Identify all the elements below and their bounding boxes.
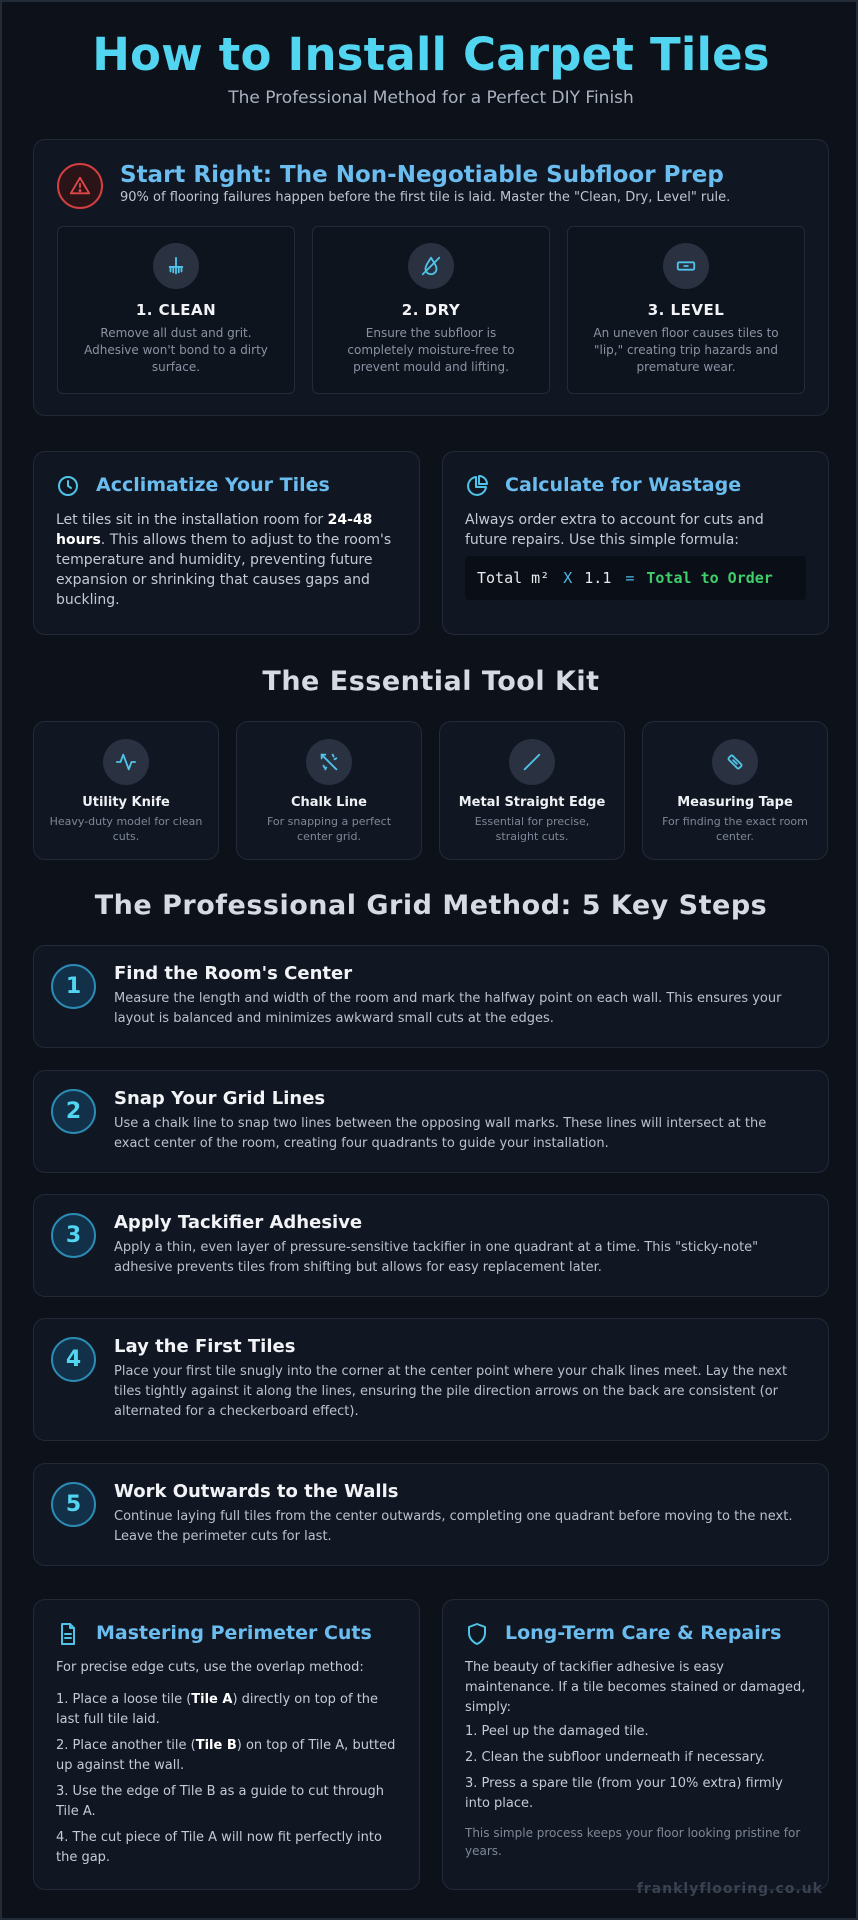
prep-item-title: 3. LEVEL bbox=[647, 301, 725, 319]
step-text: Continue laying full tiles from the center outwards, completing one quadrant before moving to the next. Leave the perimeter cuts for last. bbox=[114, 1509, 793, 1544]
step-title: Find the Room's Center bbox=[114, 963, 353, 984]
formula-equals: = bbox=[625, 569, 635, 587]
acclimatize-text: Let tiles sit in the installation room for 24-48 hours. This allows them to adjust to the room's temperature and humidity, preventing future expansion or shrinking that causes gaps and buckling. bbox=[56, 512, 392, 608]
care-step-3: 3. Press a spare tile (from your 10% extra) firmly into place. bbox=[465, 1776, 783, 1811]
prep-item-clean bbox=[57, 226, 295, 394]
step-text: Measure the length and width of the room and mark the halfway point on each wall. This ensures your layout is balanced and minimizes awkward small cuts at the edges. bbox=[114, 991, 782, 1026]
cuts-title: Mastering Perimeter Cuts bbox=[96, 1622, 372, 1644]
warning-icon bbox=[57, 163, 103, 209]
step-item bbox=[33, 945, 829, 1048]
step-title: Work Outwards to the Walls bbox=[114, 1481, 399, 1502]
tool-name: Chalk Line bbox=[290, 795, 367, 810]
step-text: Apply a thin, even layer of pressure-sensitive tackifier in one quadrant at a time. This "sticky-note" adhesive prevents tiles from shifting but allows for easy replacement later. bbox=[114, 1240, 759, 1275]
tool-desc: For finding the exact room center. bbox=[662, 815, 808, 843]
tool-measuring-tape bbox=[642, 721, 828, 860]
formula-result: Total to Order bbox=[646, 569, 773, 587]
perimeter-cuts-card bbox=[33, 1599, 420, 1890]
prep-item-text: An uneven floor causes tiles to "lip," creating trip hazards and premature wear. bbox=[593, 326, 779, 374]
tape-measure-icon bbox=[712, 739, 758, 785]
cuts-step-2: 2. Place another tile (Tile B) on top of Tile A, butted up against the wall. bbox=[56, 1738, 396, 1773]
prep-description: 90% of flooring failures happen before the first tile is laid. Master the "Clean, Dry, Level" rule. bbox=[120, 190, 731, 205]
prep-item-text: Remove all dust and grit. Adhesive won't bond to a dirty surface. bbox=[84, 326, 268, 374]
tool-chalk-line bbox=[236, 721, 422, 860]
footer-domain: franklyflooring.co.uk bbox=[636, 1881, 823, 1897]
step-number: 5 bbox=[51, 1482, 96, 1527]
tool-utility-knife bbox=[33, 721, 219, 860]
page-subtitle: The Professional Method for a Perfect DIY Finish bbox=[228, 88, 634, 108]
cuts-body bbox=[56, 1658, 397, 1874]
care-title: Long-Term Care & Repairs bbox=[505, 1622, 782, 1644]
toolkit-title: The Essential Tool Kit bbox=[262, 666, 600, 697]
cuts-step-4: 4. The cut piece of Tile A will now fit perfectly into the gap. bbox=[56, 1830, 382, 1865]
ruler-line-icon bbox=[509, 739, 555, 785]
step-title: Snap Your Grid Lines bbox=[114, 1088, 326, 1109]
care-repairs-card bbox=[442, 1599, 829, 1890]
acclimatize-title: Acclimatize Your Tiles bbox=[96, 474, 330, 496]
tool-desc: Essential for precise, straight cuts. bbox=[474, 815, 590, 843]
acclimatize-card bbox=[33, 451, 420, 635]
cuts-step-3: 3. Use the edge of Tile B as a guide to cut through Tile A. bbox=[56, 1784, 384, 1819]
step-item bbox=[33, 1318, 829, 1441]
formula-factor: 1.1 bbox=[584, 569, 612, 587]
pie-chart-icon bbox=[465, 474, 489, 502]
step-text: Use a chalk line to snap two lines between the opposing wall marks. These lines will intersect at the exact center of the room, creating four quadrants to guide your installation. bbox=[114, 1116, 767, 1151]
cuts-step-1: 1. Place a loose tile (Tile A) directly on top of the last full tile laid. bbox=[56, 1692, 379, 1727]
step-item bbox=[33, 1463, 829, 1566]
care-intro: The beauty of tackifier adhesive is easy maintenance. If a tile becomes stained or damaged, simply: bbox=[465, 1660, 806, 1715]
prep-item-text: Ensure the subfloor is completely moisture-free to prevent mould and lifting. bbox=[347, 326, 515, 374]
step-item bbox=[33, 1070, 829, 1173]
tool-desc: Heavy-duty model for clean cuts. bbox=[49, 815, 203, 843]
step-title: Apply Tackifier Adhesive bbox=[114, 1212, 363, 1233]
wastage-card bbox=[442, 451, 829, 635]
care-step-1: 1. Peel up the damaged tile. bbox=[465, 1724, 649, 1739]
acclimatize-duration: 24-48 hours bbox=[56, 512, 373, 548]
clock-icon bbox=[56, 474, 80, 502]
prep-item-title: 2. DRY bbox=[401, 301, 461, 319]
care-body bbox=[465, 1658, 806, 1860]
tool-name: Utility Knife bbox=[82, 795, 170, 810]
prep-title: Start Right: The Non-Negotiable Subfloor Prep bbox=[120, 162, 724, 188]
step-number: 4 bbox=[51, 1337, 96, 1382]
subfloor-prep-card bbox=[33, 139, 829, 416]
clean-icon bbox=[153, 243, 199, 289]
dry-icon bbox=[408, 243, 454, 289]
level-icon bbox=[663, 243, 709, 289]
document-icon bbox=[56, 1622, 80, 1650]
step-item bbox=[33, 1194, 829, 1297]
tool-desc: For snapping a perfect center grid. bbox=[266, 815, 392, 843]
shield-icon bbox=[465, 1622, 489, 1650]
prep-item-title: 1. CLEAN bbox=[135, 301, 217, 319]
tool-name: Metal Straight Edge bbox=[458, 795, 606, 810]
magic-wand-icon bbox=[306, 739, 352, 785]
tool-straight-edge bbox=[439, 721, 625, 860]
page-title: How to Install Carpet Tiles bbox=[92, 28, 770, 81]
wastage-text: Always order extra to account for cuts and future repairs. Use this simple formula: bbox=[465, 512, 764, 548]
care-step-2: 2. Clean the subfloor underneath if necessary. bbox=[465, 1750, 765, 1765]
wastage-formula bbox=[465, 556, 806, 600]
formula-multiply: X bbox=[563, 569, 573, 587]
prep-item-dry bbox=[312, 226, 550, 394]
step-number: 3 bbox=[51, 1213, 96, 1258]
care-note: This simple process keeps your floor looking pristine for years. bbox=[465, 1826, 801, 1858]
cuts-intro: For precise edge cuts, use the overlap method: bbox=[56, 1660, 364, 1675]
header bbox=[2, 28, 858, 108]
activity-icon bbox=[103, 739, 149, 785]
step-title: Lay the First Tiles bbox=[114, 1336, 296, 1357]
step-number: 2 bbox=[51, 1089, 96, 1134]
wastage-title: Calculate for Wastage bbox=[505, 474, 742, 496]
step-number: 1 bbox=[51, 964, 96, 1009]
formula-area: Total m² bbox=[477, 569, 550, 587]
steps-title: The Professional Grid Method: 5 Key Steps bbox=[94, 890, 768, 921]
tool-name: Measuring Tape bbox=[677, 795, 793, 810]
step-text: Place your first tile snugly into the corner at the center point where your chalk lines meet. Lay the next tiles tightly against it along the lines, ensuring the pile direction arrows on the back are consistent (or alternated for a checkerboard effect). bbox=[114, 1364, 788, 1419]
prep-item-level bbox=[567, 226, 805, 394]
